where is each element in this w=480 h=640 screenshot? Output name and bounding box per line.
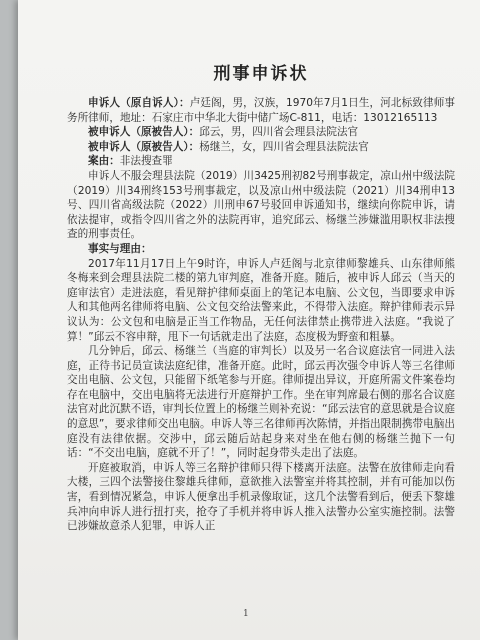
- respondent-2-text: 杨继兰，女，四川省会理县法院法官: [199, 140, 369, 153]
- document-body: [67, 96, 455, 534]
- respondent-2: [67, 140, 455, 155]
- cause-label: 案由：: [88, 155, 120, 168]
- appellant-label: 申诉人（原自诉人）：: [88, 97, 190, 109]
- respondent-1: [67, 125, 455, 140]
- respondent-1-text: 邱云，男，四川省会理县法院法官: [199, 126, 359, 139]
- facts-paragraph-3: 开庭被取消，申诉人等三名辩护律师只得下楼离开法庭。法警在放律师走向看大楼，三四个法警接住黎雄兵律师，意欲推入法警室并将其控制，并有可能加以伤害，看到情况紧急，申诉人便拿出手机录像取证，这几个法警看到后，便丢下黎雄兵冲向申诉人进行扭打夹，抢夺了手机并将申诉人推入法警办公室实施控制。法警已涉嫌故意杀人犯罪，申诉人正: [67, 461, 455, 533]
- page-number: 1: [243, 609, 249, 619]
- appellant-info: [67, 96, 455, 125]
- facts-paragraph-1: 2017年11月17日上午9时许，申诉人卢廷阁与北京律师黎雄兵、山东律师熊冬梅来到会理县法院二楼的第九审判庭，准备开庭。随后，被申诉人邱云（当天的庭审法官）走进法庭，看见辩护律师桌面上的笔记本电脑、公文包，当即要求申诉人和其他两名律师将电脑、公文包交给法警来此，不得带入法庭。辩护律师表示异议认为：公文包和电脑是正当工作物品，无任何法律禁止携带进入法庭。“我说了算！”邱云不容申辩，甩下一句话就走出了法庭，态度极为野蛮和粗暴。: [67, 257, 455, 343]
- facts-heading: 事实与理由：: [88, 242, 152, 255]
- document-title: 刑事申诉状: [213, 64, 309, 84]
- request-paragraph: 申诉人不服会理县法院（2019）川3425刑初82号刑事裁定，凉山州中级法院（2019）川34刑终153号刑事裁定，以及凉山州中级法院（2021）川34刑申13号、四川省高级法院（2022）川刑申67号驳回申诉通知书，继续向你院申诉，请依法提审，或指令四川省之外的法院再审，追究邱云、杨继兰涉嫌滥用职权非法搜查的刑事责任。: [67, 169, 455, 241]
- appellant-text: 卢廷阁，男，汉族，1970年7月1日生，河北标致律师事务所律师，地址：石家庄市中华北大街中储广场C-811，电话：13012165113: [67, 97, 455, 124]
- case-cause: [67, 154, 455, 169]
- respondent-1-label: 被申诉人（原被告人）：: [88, 126, 200, 139]
- cause-text: 非法搜查罪: [119, 155, 173, 168]
- facts-paragraph-2: 几分钟后，邱云、杨继兰（当庭的审判长）以及另一名合议庭法官一同进入法庭，正待书记员宣读法庭纪律，准备开庭。此时，邱云再次强令申诉人等三名律师交出电脑、公文包，只能留下纸笔参与开庭。律师提出异议，开庭所需文件案卷均存在电脑中，交出电脑将无法进行开庭辩护工作。坐在审判席最右侧的那名合议庭法官对此沉默不语，审判长位置上的杨继兰则补充说：“邱云法官的意思就是合议庭的意思”，要求律师交出电脑。申诉人等三名律师再次陈情，并指出限制携带电脑出庭没有法律依据。交涉中，邱云随后站起身来对坐在他右侧的杨继兰抛下一句话：“不交出电脑，庭就不开了！”，同时起身带头走出了法庭。: [67, 345, 455, 460]
- respondent-2-label: 被申诉人（原被告人）：: [88, 140, 200, 153]
